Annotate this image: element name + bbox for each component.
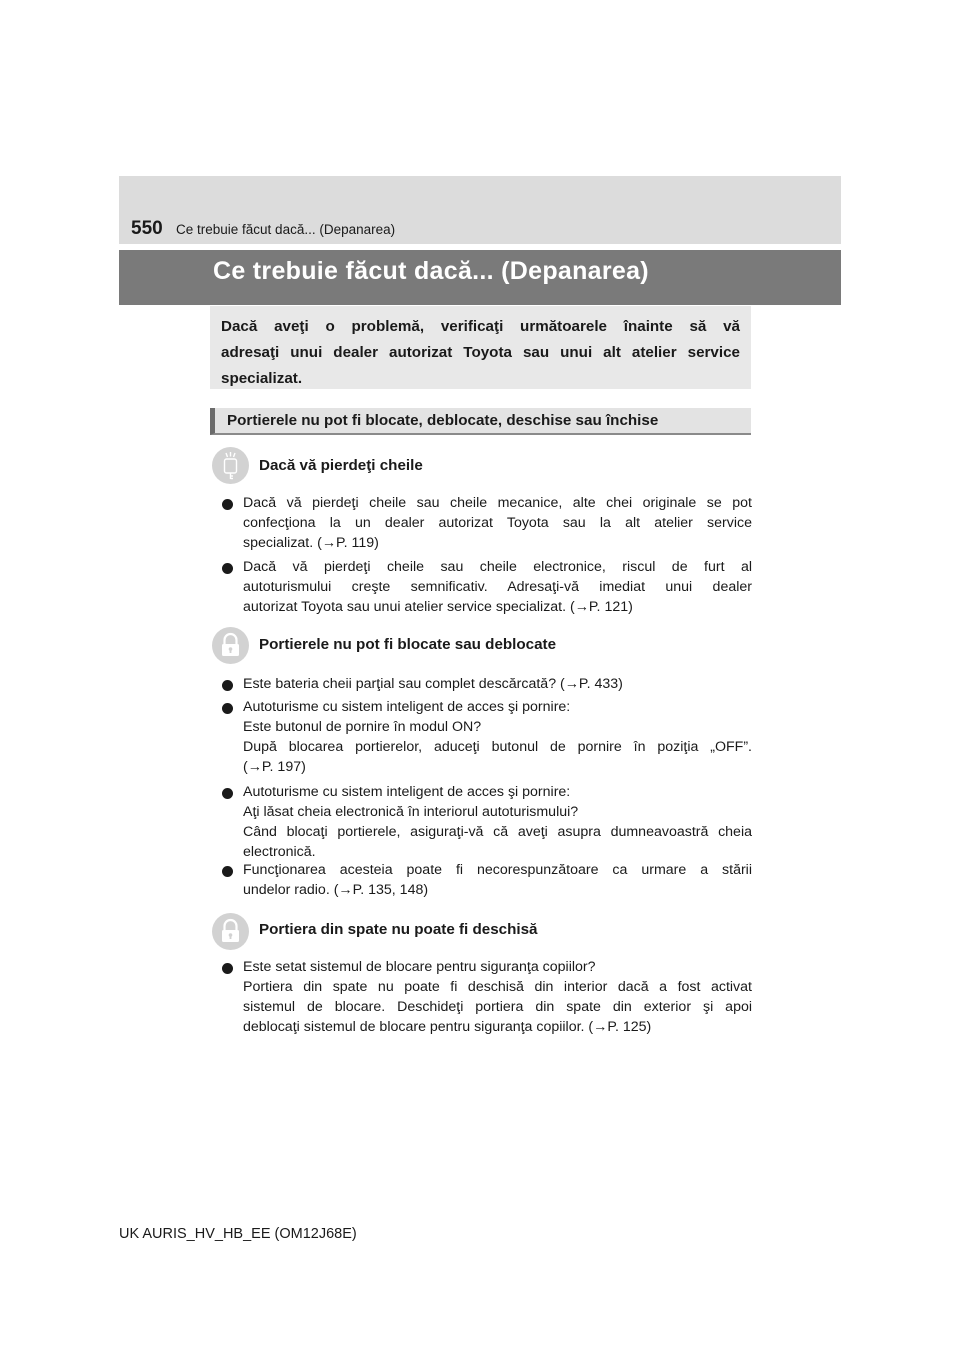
item-line: Portiera din spate nu poate fi deschisă din interior dacă a fost activat xyxy=(243,979,752,995)
intro-line: specializat. xyxy=(221,370,303,387)
item-line: Aţi lăsat cheia electronică în interiorul autoturismului? xyxy=(243,804,579,820)
item-line: autorizat Toyota sau unui atelier service specializat. (→P. 121) xyxy=(243,599,633,615)
section-header xyxy=(210,408,751,435)
page-number: 550 xyxy=(131,218,163,239)
lock-icon xyxy=(212,913,249,950)
bullet-icon xyxy=(222,963,233,974)
list-item xyxy=(222,674,752,694)
item-line: sistemul de blocare. Deschideţi portiera din spate din exterior şi apoi xyxy=(243,999,752,1015)
item-line: Autoturisme cu sistem inteligent de acces şi pornire: xyxy=(243,784,571,800)
item-line: deblocaţi sistemul de blocare pentru siguranţa copiilor. (→P. 125) xyxy=(243,1019,652,1035)
section-title: Portierele nu pot fi blocate, deblocate, deschise sau închise xyxy=(227,412,659,429)
item-line: Este setat sistemul de blocare pentru siguranţa copiilor? xyxy=(243,959,596,975)
item-line: Este butonul de pornire în modul ON? xyxy=(243,719,482,735)
bullet-icon xyxy=(222,788,233,799)
intro-box xyxy=(210,306,751,389)
footer-model-code: UK AURIS_HV_HB_EE (OM12J68E) xyxy=(119,1226,357,1242)
running-head: Ce trebuie făcut dacă... (Depanarea) xyxy=(176,222,396,237)
lock-icon xyxy=(212,627,249,664)
item-line: Când blocaţi portierele, asiguraţi-vă că aveţi asupra dumneavoastră cheia xyxy=(243,824,752,840)
page-title: Ce trebuie făcut dacă... (Depanarea) xyxy=(213,257,649,285)
item-line: Autoturisme cu sistem inteligent de acces şi pornire: xyxy=(243,699,571,715)
list-item xyxy=(222,697,752,777)
item-line: Dacă vă pierdeţi cheile sau cheile electronice, riscul de furt al xyxy=(243,559,752,575)
list-item xyxy=(222,860,752,900)
item-line: (→P. 197) xyxy=(243,759,306,775)
item-line: confecţiona la un dealer autorizat Toyota sau la alt atelier service xyxy=(243,515,752,531)
key-icon xyxy=(212,447,249,484)
item-line: Funcţionarea acesteia poate fi necorespunzătoare ca urmare a stării xyxy=(243,862,752,878)
subheading-lost-keys: Dacă vă pierdeţi cheile xyxy=(259,457,423,474)
intro-line: adresaţi unui dealer autorizat Toyota sau unui alt atelier service xyxy=(221,344,740,361)
subheading-rear-door: Portiera din spate nu poate fi deschisă xyxy=(259,921,538,938)
bullet-icon xyxy=(222,866,233,877)
list-item xyxy=(222,782,752,862)
bullet-icon xyxy=(222,563,233,574)
bullet-icon xyxy=(222,680,233,691)
bullet-icon xyxy=(222,499,233,510)
item-line: autoturismului creşte semnificativ. Adresaţi-vă imediat unui dealer xyxy=(243,579,752,595)
list-item xyxy=(222,493,752,553)
list-item xyxy=(222,557,752,617)
bullet-icon xyxy=(222,703,233,714)
item-line: Este bateria cheii parţial sau complet descărcată? (→P. 433) xyxy=(243,676,623,692)
list-item xyxy=(222,957,752,1037)
item-line: undelor radio. (→P. 135, 148) xyxy=(243,882,429,898)
item-line: specializat. (→P. 119) xyxy=(243,535,379,551)
intro-line: Dacă aveţi o problemă, verificaţi următoarele înainte să vă xyxy=(221,318,740,335)
item-line: Dacă vă pierdeţi cheile sau cheile mecanice, alte chei originale se pot xyxy=(243,495,752,511)
intro-text xyxy=(221,314,740,392)
item-line: După blocarea portierelor, aduceţi butonul de pornire în poziţia „OFF”. xyxy=(243,739,752,755)
item-line: electronică. xyxy=(243,844,316,860)
subheading-doors-lock: Portierele nu pot fi blocate sau deblocate xyxy=(259,636,557,653)
